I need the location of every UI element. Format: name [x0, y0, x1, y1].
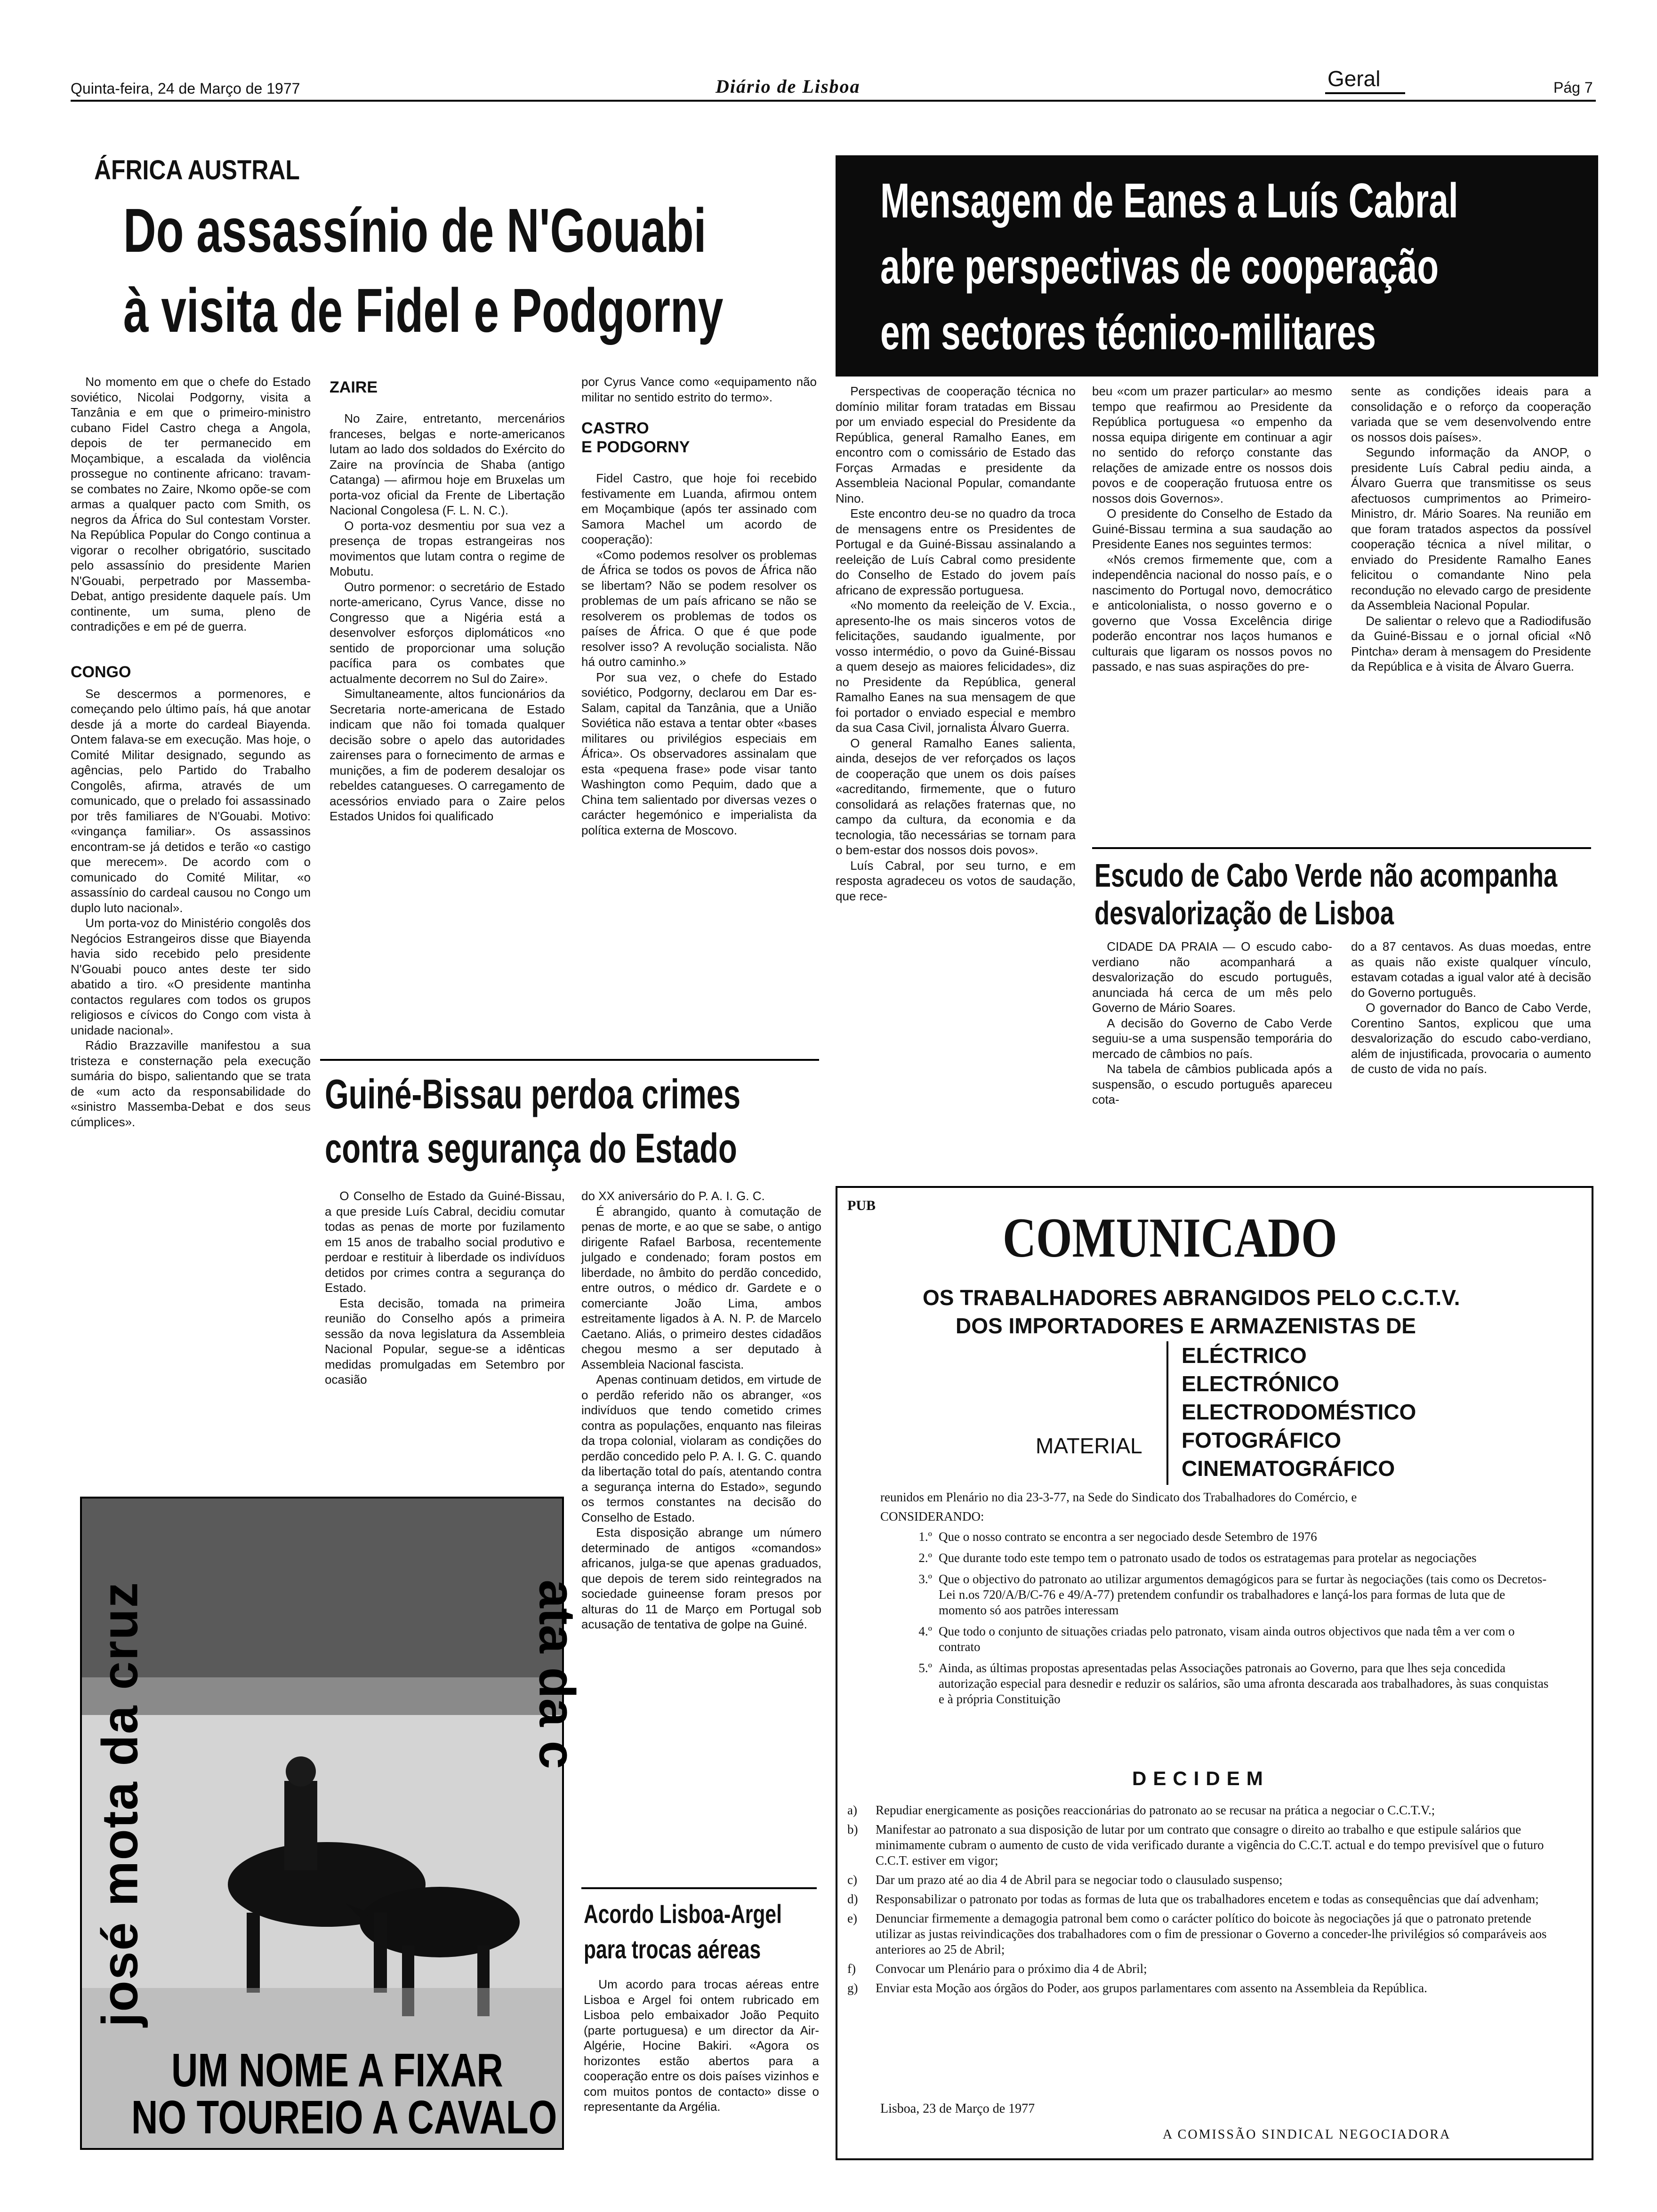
guine-column-2 — [581, 1188, 821, 1632]
guine-headline-line2: contra segurança do Estado — [325, 1125, 737, 1171]
item-number: 1.º — [918, 1530, 932, 1544]
argel-headline-line1: Acordo Lisboa-Argel — [584, 1899, 782, 1929]
argel-headline-line2: para trocas aéreas — [584, 1934, 761, 1964]
paragraph: No momento em que o chefe do Estado soviético, Nicolai Podgorny, visita a Tanzânia e em que o primeiro-ministro cubano Fidel Castro chega a Angola, depois de ter permanecido em Moçambique, a escalada da violência prossegue no continente africano: travam-se combates no Zaire, Nkomo opõe-se com armas a qualquer pacto com Smith, os negros da África do Sul contestam Vorster. Na República Popular do Congo continua a vigorar o recolher obrigatório, suscitado pelo assassínio do presidente Marien N'Gouabi, perpetrado por Massemba-Debat, antigo presidente daquele país. Um continente, um suma, pleno de contradições e em pé de guerra. — [71, 375, 311, 633]
paragraph: Outro pormenor: o secretário de Estado norte-americano, Cyrus Vance, disse no Congresso que a Nigéria está a desenvolver esforços diplomáticos «no sentido de proporcionar uma solução pacífica para os combates que actualmente decorrem no Sul do Zaire». — [330, 579, 565, 686]
paragraph: sente as condições ideais para a consolidação e o reforço da cooperação variada que se vem desenvolvendo entre os nossos dois países». — [1351, 384, 1591, 444]
decision-item — [847, 1803, 1553, 1818]
considerando-label: CONSIDERANDO: — [880, 1509, 984, 1523]
paragraph: «Nós cremos firmemente que, com a independência nacional do nosso país, e o nascimento do Portugal novo, democrático e anticolonialista, o nosso governo e o governo que Vossa Excelência dirige poderão encontrar nos laços humanos e culturais que ligaram os nossos povos no passado, e nas suas aspirações do pre- — [1092, 552, 1332, 673]
decision-item — [847, 1822, 1553, 1868]
decision-item — [847, 1911, 1553, 1957]
item-letter: b) — [847, 1822, 858, 1836]
guine-headline-line1: Guiné-Bissau perdoa crimes — [325, 1071, 741, 1117]
pub-label: PUB — [847, 1198, 876, 1213]
item-text: Que o nosso contrato se encontra a ser negociado desde Setembro de 1976 — [939, 1530, 1317, 1544]
paragraph: De salientar o relevo que a Radiodifusão da Guiné-Bissau e o jornal oficial «Nô Pintcha» deram à mensagem do Presidente da República e à visita de Álvaro Guerra. — [1351, 613, 1591, 673]
considerando-item — [880, 1624, 1553, 1655]
material-item: ELÉCTRICO — [1182, 1343, 1307, 1368]
bullfight-photo — [80, 1497, 586, 2150]
decision-item — [847, 1891, 1553, 1907]
photo-caption-line2: NO TOUREIO A CAVALO — [131, 2091, 557, 2144]
item-letter: e) — [847, 1911, 857, 1925]
decision-item — [847, 1872, 1553, 1888]
material-item: CINEMATOGRÁFICO — [1182, 1456, 1395, 1481]
subhead-congo: CONGO — [71, 663, 131, 681]
paragraph: O Conselho de Estado da Guiné-Bissau, a que preside Luís Cabral, decidiu comutar todas as penas de morte por fuzilamento em 15 anos de trabalho social produtivo e perdoar e restituir à liberdade os indivíduos detidos por crimes contra a segurança do Estado. — [325, 1189, 565, 1295]
eanes-headline-line3: em sectores técnico-militares — [880, 305, 1376, 360]
escudo-top-rule — [1092, 847, 1591, 849]
eanes-column-1 — [836, 384, 1076, 904]
paragraph: Esta disposição abrange um número determinado de antigos «comandos» africanos, julga-se que apenas graduados, que depois de terem sido reintegrados na sociedade guineense foram presos por alturas do 11 de Março em Portugal sob acusação de tentativa de golpe na Guiné. — [581, 1525, 821, 1631]
comunicado-body — [880, 1490, 1553, 1713]
paragraph: Segundo informação da ANOP, o presidente Luís Cabral pediu ainda, a Álvaro Guerra que transmitisse os seus afectuosos cumprimentos ao Primeiro-Ministro, dr. Mário Soares. Na reunião em que foram tratados aspectos da possível cooperação técnica a nível militar, o enviado do Presidente Ramalho Eanes felicitou o comandante Nino pela recondução no elevado cargo de presidente da Assembleia Nacional Popular. — [1351, 445, 1591, 612]
item-text: Enviar esta Moção aos órgãos do Poder, aos grupos parlamentares com assento na Assembleia da República. — [876, 1981, 1427, 1995]
decisions-list — [847, 1803, 1553, 2000]
subhead-castro-line1: CASTRO — [581, 419, 649, 437]
paragraph: Se descermos a pormenores, e começando pelo último país, há que anotar desde já a morte do cardeal Biayenda. Ontem falava-se em execução. Mas hoje, o Comité Militar designado, segundo as agências, pelo Partido do Trabalho Congolês, afirma, através de um comunicado, que o prelado foi assassinado por três familiares de N'Gouabi. Motivo: «vingança familiar». Os assassinos encontram-se já detidos e terão «o castigo que merecem». De acordo com o comunicado do Comité Militar, «o assassínio do cardeal causou no Congo um duplo luto nacional». — [71, 686, 311, 915]
item-text: Que todo o conjunto de situações criadas pelo patronato, visam ainda outros objectivos que nada têm a ver com o contrato — [939, 1624, 1515, 1654]
considerando-list — [880, 1529, 1553, 1707]
paragraph: «Como podemos resolver os problemas de África se todos os povos de África não se libertam? Não se podem resolver os problemas de um país africano se não se resolverem os problemas de todos os países de África. O que é que pode resolver isso? A revolução socialista. Não há outro caminho.» — [581, 547, 817, 669]
page-date: Quinta-feira, 24 de Março de 1977 — [71, 80, 300, 97]
item-number: 2.º — [918, 1551, 932, 1565]
eanes-headline-line1: Mensagem de Eanes a Luís Cabral — [880, 174, 1458, 228]
item-letter: f) — [847, 1962, 856, 1976]
header-rule — [71, 100, 1596, 102]
material-item: ELECTRODOMÉSTICO — [1182, 1400, 1416, 1424]
section-underline — [1325, 92, 1405, 94]
paragraph: beu «com um prazer particular» ao mesmo tempo que reafirmou ao Presidente da República portuguesa «o empenho da nossa equipa dirigente em continuar a agir no sentido do reforço constante das relações de amizade entre os nossos dois povos e de cooperação frutuosa entre os nossos dois Governos». — [1092, 384, 1332, 505]
comunicado-signature: A COMISSÃO SINDICAL NEGOCIADORA — [1163, 2127, 1451, 2142]
masthead: Diário de Lisboa — [716, 76, 861, 97]
item-letter: d) — [847, 1892, 858, 1906]
paragraph: Esta decisão, tomada na primeira reunião do Conselho após a primeira sessão da nova legislatura da Assembleia Nacional Popular, segue-se a idênticas medidas promulgadas em Setembro por ocasião — [325, 1296, 565, 1387]
material-divider — [1166, 1341, 1168, 1485]
paragraph: Rádio Brazzaville manifestou a sua tristeza e consternação pela execução sumária do bispo, salientando que se trata de «um acto da responsabilidade do «sinistro Massemba-Debat e dos seus cúmplices». — [71, 1038, 311, 1129]
item-number: 3.º — [918, 1572, 932, 1586]
africa-column-1 — [71, 374, 311, 1130]
item-text: Convocar um Plenário para o próximo dia 4 de Abril; — [876, 1962, 1147, 1976]
africa-kicker: ÁFRICA AUSTRAL — [94, 155, 300, 185]
escudo-headline-line1: Escudo de Cabo Verde não acompanha — [1094, 857, 1558, 894]
paragraph: «No momento da reeleição de V. Excia., apresento-lhe os mais sinceros votos de felicitações, saudando igualmente, por vosso intermédio, o povo da Guiné-Bissau a quem desejo as maiores felicidades», diz no Presidente da República, general Ramalho Eanes na sua mensagem de que foi portador o enviado especial e membro da sua Casa Civil, jornalista Álvaro Guerra. — [836, 598, 1076, 735]
material-label: MATERIAL — [1036, 1434, 1142, 1458]
decision-item — [847, 1980, 1553, 1996]
reunidos-text: reunidos em Plenário no dia 23-3-77, na Sede do Sindicato dos Trabalhadores do Comércio, e — [880, 1490, 1357, 1504]
escudo-column-1 — [1092, 939, 1332, 1107]
section-name: Geral — [1327, 66, 1381, 91]
decidem-heading: DECIDEM — [1132, 1767, 1270, 1789]
paragraph: Um acordo para trocas aéreas entre Lisboa e Argel foi ontem rubricado em Lisboa pelo embaixador João Pequito (parte portuguesa) e um director da Air-Algérie, Hocine Bakiri. «Agora os horizontes estão abertos para a cooperação entre os dois países vizinhos e com muitos pontos de contacto» disse o representante da Argélia. — [584, 1977, 819, 2114]
eanes-column-3 — [1351, 384, 1591, 674]
item-text: Ainda, as últimas propostas apresentadas pelas Associações patronais ao Governo, para que lhes seja concedida autorização especial para desnedir e reduzir os salários, são uma afronta descarada aos trabalhadores, às suas conquistas e à própria Constituição — [939, 1661, 1549, 1706]
item-letter: g) — [847, 1981, 858, 1995]
comunicado-title: COMUNICADO — [1003, 1206, 1337, 1269]
paragraph: O porta-voz desmentiu por sua vez a presença de tropas estrangeiras nos movimentos que lutam contra o regime de Mobutu. — [330, 518, 565, 578]
item-text: Repudiar energicamente as posições reaccionárias do patronato ao se recusar na prática a negociar o C.C.T.V.; — [876, 1803, 1435, 1817]
argel-top-rule — [581, 1887, 817, 1889]
paragraph: do a 87 centavos. As duas moedas, entre as quais não existe qualquer vínculo, estavam cotadas a igual valor até à decisão do Governo português. — [1351, 939, 1591, 1000]
africa-headline-line1: Do assassínio de N'Gouabi — [123, 196, 707, 265]
paragraph: Fidel Castro, que hoje foi recebido festivamente em Luanda, afirmou ontem em Moçambique (após ter assinado com Samora Machel um acordo de cooperação): — [581, 471, 817, 546]
material-item: ELECTRÓNICO — [1182, 1371, 1339, 1396]
paragraph: No Zaire, entretanto, mercenários franceses, belgas e norte-americanos lutam ao lado dos soldados do Exército do Zaire na província de Shaba (antigo Catanga) — afirmou hoje em Bruxelas um porta-voz oficial da Frente de Libertação Nacional Congolesa (F. L. N. C.). — [330, 411, 565, 517]
escudo-headline-line2: desvalorização de Lisboa — [1094, 895, 1394, 931]
item-text: Que o objectivo do patronato ao utilizar argumentos demagógicos para se furtar às negociações (tais como os Decretos-Lei n.os 720/A/B/C-76 e 49/A-77) pretendem confundir os trabalhadores e lançá-los para formas de luta que de momento só aos patrões interessam — [939, 1572, 1547, 1617]
paragraph: do XX aniversário do P. A. I. G. C. — [581, 1189, 765, 1203]
item-text: Responsabilizar o patronato por todas as formas de luta que os trabalhadores encetem e todas as consequências que daí advenham; — [876, 1892, 1539, 1906]
paragraph: Este encontro deu-se no quadro da troca de mensagens entre os Presidentes de Portugal e da Guiné-Bissau assinalando a reeleição de Luís Cabral como presidente do Conselho de Estado do jovem país africano de expressão portuguesa. — [836, 506, 1076, 597]
considerando-item — [880, 1660, 1553, 1707]
comunicado-line2: DOS IMPORTADORES E ARMAZENISTAS DE — [956, 1314, 1416, 1338]
item-text: Denunciar firmemente a demagogia patronal bem como o carácter político do boicote às negociações já que o patronato pretende utilizar as justas reivindicações dos trabalhadores com o fim de pressionar o Governo a conceder-lhe privilégios só comparáveis aos anteriores ao 25 de Abril; — [876, 1911, 1547, 1956]
subhead-castro-line2: E PODGORNY — [581, 438, 690, 456]
paragraph: É abrangido, quanto à comutação de penas de morte, e ao que se sabe, o antigo dirigente Rafael Barbosa, recentemente julgado e condenado; foram postos em liberdade, no âmbito do perdão concedido, entre outros, o médico dr. Gardete e o comerciante João Lima, ambos estreitamente ligados à A. N. P. de Marcelo Caetano. Aliás, o primeiro destes cidadãos chegou mesmo a ser deputado à Assembleia Nacional fascista. — [581, 1204, 821, 1371]
item-number: 5.º — [918, 1661, 932, 1675]
africa-column-2 — [330, 374, 565, 824]
comunicado-line1: OS TRABALHADORES ABRANGIDOS PELO C.C.T.V. — [923, 1285, 1460, 1310]
considerando-item — [880, 1550, 1553, 1566]
paragraph: Perspectivas de cooperação técnica no domínio militar foram tratadas em Bissau por um enviado especial do Presidente da República, general Ramalho Eanes, em encontro com o comissário de Estado das Forças Armadas e presidente da Assembleia Nacional Popular, comandante Nino. — [836, 384, 1076, 505]
decision-item — [847, 1961, 1553, 1977]
argel-column — [584, 1977, 819, 2115]
paragraph: Na tabela de câmbios publicada após a suspensão, o escudo português apareceu cota- — [1092, 1062, 1332, 1106]
paragraph: O governador do Banco de Cabo Verde, Corentino Santos, explicou que uma desvalorização do escudo cabo-verdiano, além de injustificada, provocaria o aumento de custo de vida no país. — [1351, 1001, 1591, 1076]
africa-column-3 — [581, 374, 817, 838]
item-text: Manifestar ao patronato a sua disposição de lutar por um contrato que consagre o direito ao trabalho e que estipule salários que minimamente cubram o aumento de custo de vida verificado durante a vigência do C.C.T. actual e do tempo previsível que o futuro C.C.T. estiver em vigor; — [876, 1822, 1544, 1867]
photo-vertical-text-right: ata da c — [529, 1579, 586, 1769]
africa-headline-line2: à visita de Fidel e Podgorny — [123, 276, 724, 345]
photo-caption-line1: UM NOME A FIXAR — [171, 2044, 503, 2097]
materials-list — [1182, 1341, 1416, 1483]
photo-vertical-text-left: josé mota da cruz — [91, 1581, 148, 2027]
paragraph: Luís Cabral, por seu turno, e em resposta agradeceu os votos de saudação, que rece- — [836, 858, 1076, 903]
considerando-item — [880, 1571, 1553, 1618]
material-item: FOTOGRÁFICO — [1182, 1428, 1342, 1452]
comunicado-date: Lisboa, 23 de Março de 1977 — [880, 2101, 1035, 2116]
item-text: Dar um prazo até ao dia 4 de Abril para se negociar todo o clausulado suspenso; — [876, 1873, 1283, 1887]
paragraph: O presidente do Conselho de Estado da Guiné-Bissau termina a sua saudação ao Presidente Eanes nos seguintes termos: — [1092, 506, 1332, 551]
subhead-castro — [581, 419, 817, 457]
paragraph: Apenas continuam detidos, em virtude de o perdão referido não os abranger, «os indivíduos que tendo cometido crimes contra as populações, enquanto nas fileiras da tropa colonial, violaram as condições do perdão concedido pelo P. A. I. G. C. quando da libertação total do país, atentando contra a segurança interna do Estado», segundo os termos constantes na decisão do Conselho de Estado. — [581, 1372, 821, 1524]
item-letter: a) — [847, 1803, 857, 1817]
eanes-headline-line2: abre perspectivas de cooperação — [880, 240, 1439, 294]
paragraph: CIDADE DA PRAIA — O escudo cabo-verdiano não acompanhará a desvalorização do escudo português, anunciada há cerca de um mês pelo Governo de Mário Soares. — [1092, 939, 1332, 1015]
paragraph: Por sua vez, o chefe do Estado soviético, Podgorny, declarou em Dar es-Salam, capital da Tanzânia, que a União Soviética não estava a tentar obter «bases militares ou privilégios especiais em África». Os observadores assinalam que esta «pequena frase» pode visar tanto Washington como Pequim, dado que a China tem salientado por diversas vezes o carácter hegemónico e imperialista da política externa de Moscovo. — [581, 670, 817, 837]
page-number: Pág 7 — [1553, 79, 1593, 96]
item-text: Que durante todo este tempo tem o patronato usado de todos os estratagemas para protelar as negociações — [939, 1551, 1477, 1565]
paragraph: A decisão do Governo de Cabo Verde seguiu-se a uma suspensão temporária do mercado de câmbios no país. — [1092, 1016, 1332, 1061]
paragraph: por Cyrus Vance como «equipamento não militar no sentido estrito do termo». — [581, 375, 817, 404]
paragraph: Um porta-voz do Ministério congolês dos Negócios Estrangeiros disse que Biayenda havia sido recebido pelo presidente N'Gouabi pouco antes deste ter sido abatido a tiro. «O presidente mantinha contactos regulares com todos os grupos religiosos e cívicos do Congo com vista à unidade nacional». — [71, 916, 311, 1037]
item-number: 4.º — [918, 1624, 932, 1638]
guine-column-1 — [325, 1188, 565, 1387]
paragraph: Simultaneamente, altos funcionários da Secretaria norte-americana de Estado indicam que não foi tomada qualquer decisão sobre o apelo das autoridades zairenses para o fornecimento de armas e munições, a fim de poderem desalojar os rebeldes catangueses. O carregamento de acessórios enviado para o Zaire pelos Estados Unidos foi qualificado — [330, 687, 565, 823]
paragraph: O general Ramalho Eanes salienta, ainda, desejos de ver reforçados os laços de cooperação que unem os dois países «acreditando, firmemente, que o futuro consolidará as relações fraternas que, no campo da cultura, da economia e da tecnologia, tão necessárias se tornam para o bem-estar dos nossos dois povos». — [836, 736, 1076, 857]
guine-top-rule — [320, 1059, 819, 1061]
item-letter: c) — [847, 1873, 857, 1887]
escudo-column-2 — [1351, 939, 1591, 1077]
considerando-item — [880, 1529, 1553, 1545]
eanes-column-2 — [1092, 384, 1332, 674]
subhead-zaire: ZAIRE — [330, 378, 378, 396]
